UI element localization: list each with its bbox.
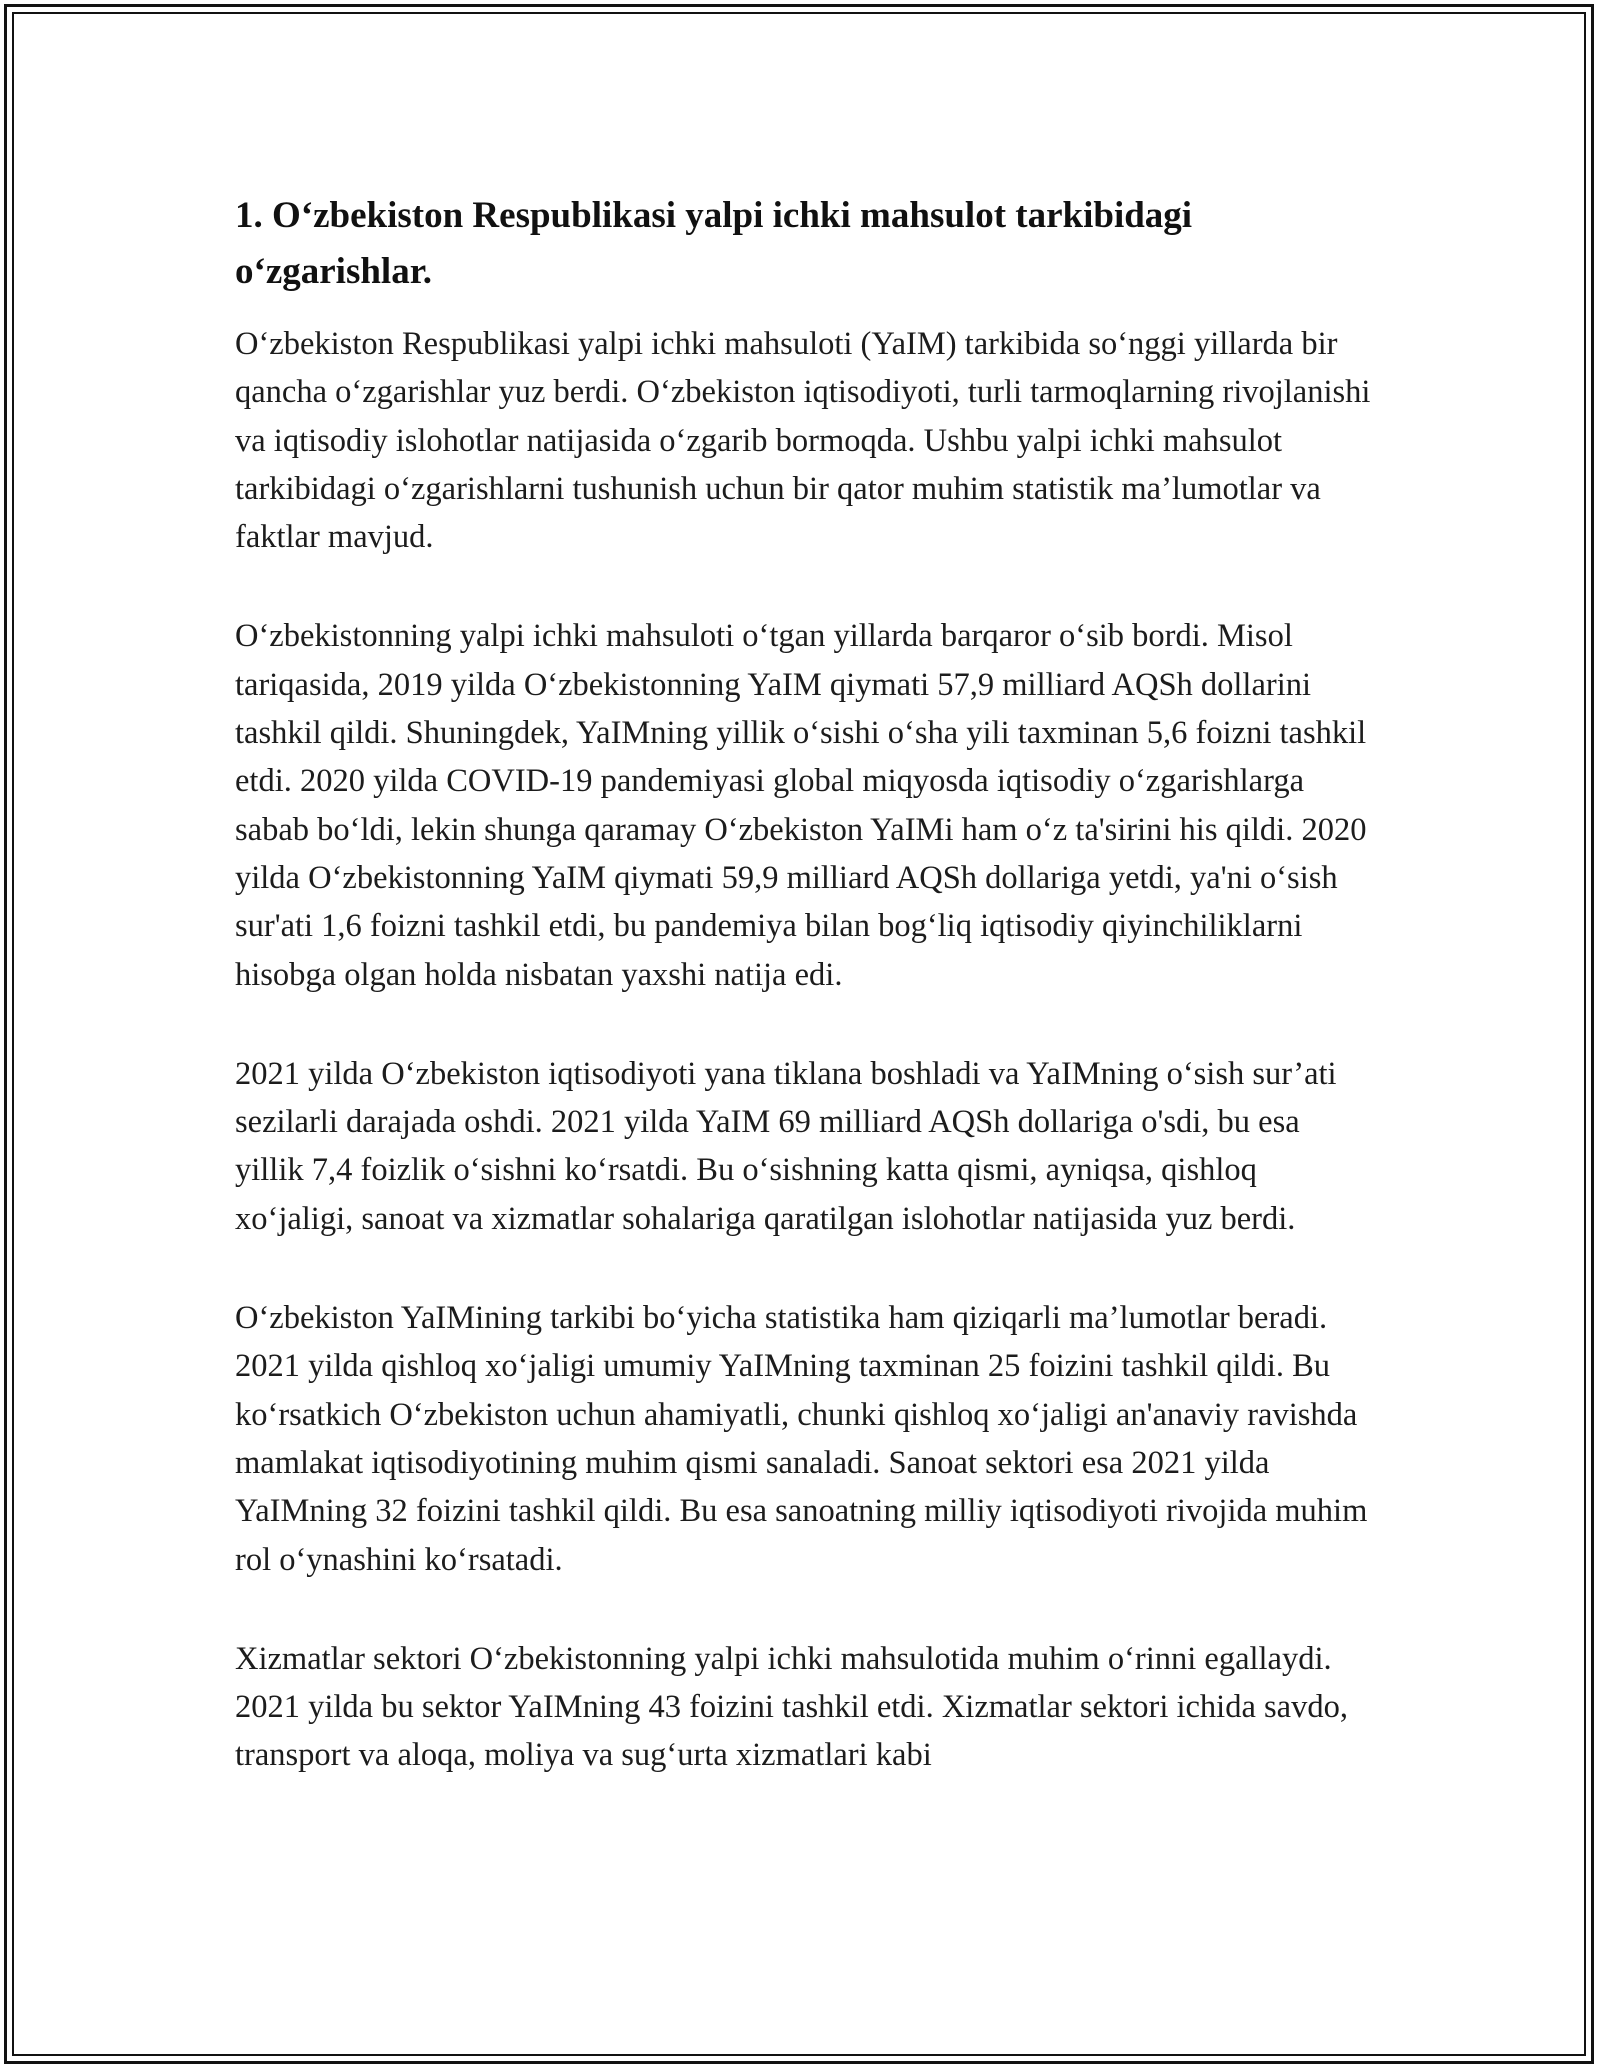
paragraph-services-sector: Xizmatlar sektori O‘zbekistonning yalpi ichki mahsulotida muhim o‘rinni egallaydi. 2021 yilda bu sektor YaIMning 43 foizini tashkil etdi. Xizmatlar sektori ichida savdo, transport va aloqa, moliya va sug‘urta xizmatlari kabi [235,1640,1348,1774]
section-heading: 1. O‘zbekiston Respublikasi yalpi ichki mahsulot tarkibidagi o‘zgarishlar. [235,195,1193,292]
paragraph-gdp-growth-2019-2020: O‘zbekistonning yalpi ichki mahsuloti o‘tgan yillarda barqaror o‘sib bordi. Misol tariqasida, 2019 yilda O‘zbekistonning YaIM qiymati 57,9 milliard AQSh dollarini tashkil qildi. Shuningdek, YaIMning yillik o‘sishi o‘sha yili taxminan 5,6 foizni tashkil etdi. 2020 yilda COVID-19 pandemiyasi global miqyosda iqtisodiy o‘zgarishlarga sabab bo‘ldi, lekin shunga qaramay O‘zbekiston YaIMi ham o‘z ta'sirini his qildi. 2020 yilda O‘zbekistonning YaIM qiymati 59,9 milliard AQSh dollariga yetdi, ya'ni o‘sish sur'ati 1,6 foizni tashkil etdi, bu pandemiya bilan bog‘liq iqtisodiy qiyinchiliklarni hisobga olgan holda nisbatan yaxshi natija edi. [235,618,1367,993]
paragraph-gdp-2021: 2021 yilda O‘zbekiston iqtisodiyoti yana tiklana boshladi va YaIMning o‘sish sur’ati sezilarli darajada oshdi. 2021 yilda YaIM 69 milliard AQSh dollariga o'sdi, bu esa yillik 7,4 foizlik o‘sishni ko‘rsatdi. Bu o‘sishning katta qismi, ayniqsa, qishloq xo‘jaligi, sanoat va xizmatlar sohalariga qaratilgan islohotlar natijasida yuz berdi. [235,1055,1337,1237]
document-body [235,188,1375,1831]
paragraph-gdp-structure: O‘zbekiston YaIMining tarkibi bo‘yicha statistika ham qiziqarli ma’lumotlar beradi. 2021 yilda qishloq xo‘jaligi umumiy YaIMning taxminan 25 foizini tashkil qildi. Bu ko‘rsatkich O‘zbekiston uchun ahamiyatli, chunki qishloq xo‘jaligi an'anaviy ravishda mamlakat iqtisodiyotining muhim qismi sanaladi. Sanoat sektori esa 2021 yilda YaIMning 32 foizini tashkil qildi. Bu esa sanoatning milliy iqtisodiyoti rivojida muhim rol o‘ynashini ko‘rsatadi. [235,1300,1368,1578]
paragraph-intro: O‘zbekiston Respublikasi yalpi ichki mahsuloti (YaIM) tarkibida so‘nggi yillarda bir qancha o‘zgarishlar yuz berdi. O‘zbekiston iqtisodiyoti, turli tarmoqlarning rivojlanishi va iqtisodiy islohotlar natijasida o‘zgarib bormoqda. Ushbu yalpi ichki mahsulot tarkibidagi o‘zgarishlarni tushunish uchun bir qator muhim statistik ma’lumotlar va faktlar mavjud. [235,326,1371,556]
